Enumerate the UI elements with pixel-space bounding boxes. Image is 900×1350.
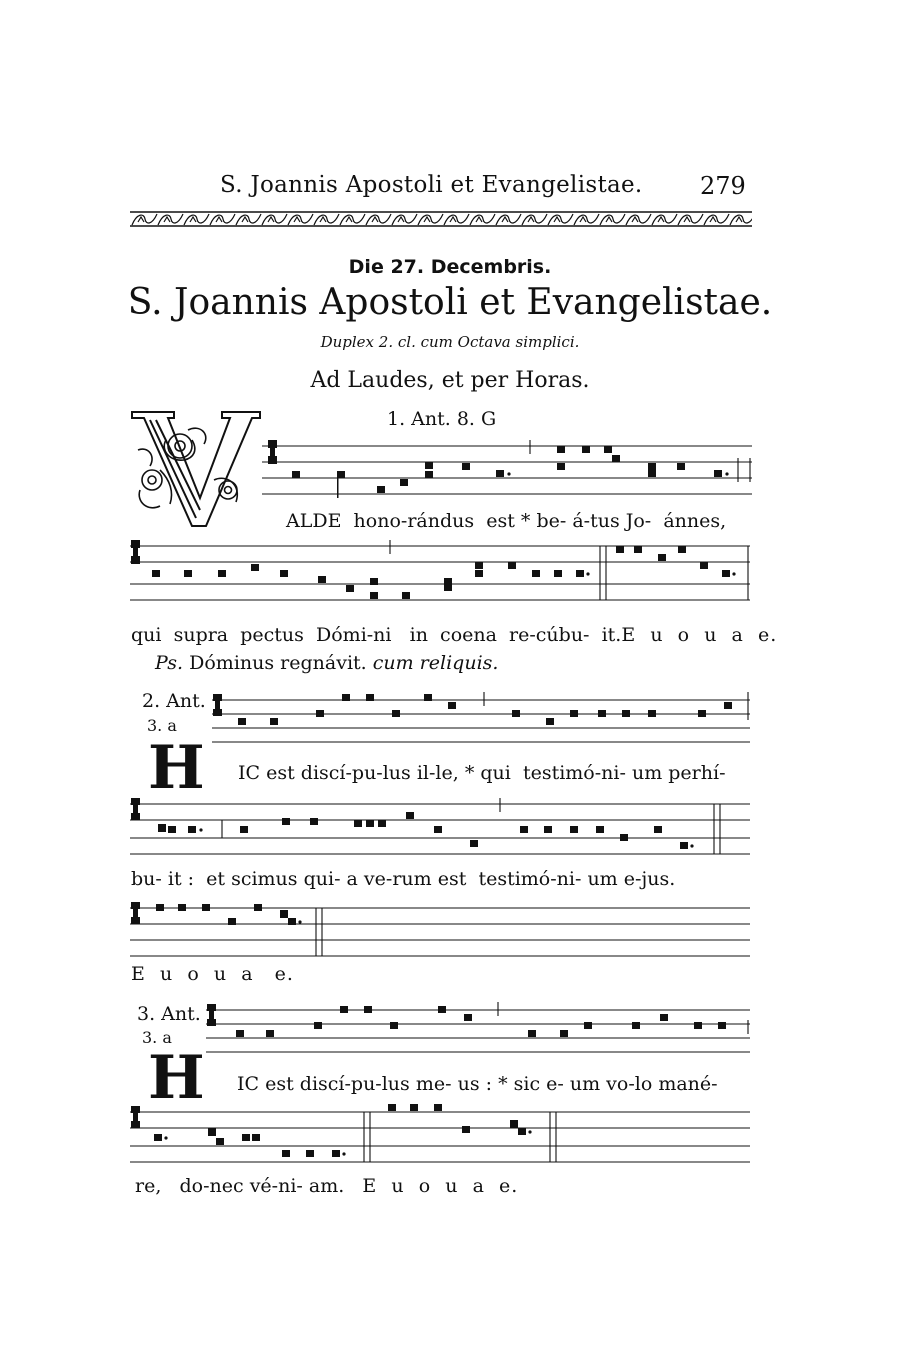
syllable: u bbox=[391, 1175, 405, 1197]
psalm-label: Ps. bbox=[155, 652, 184, 674]
syllable: in bbox=[409, 624, 428, 646]
feast-date: Die 27. Decembris. bbox=[348, 256, 552, 278]
antiphon-2-lyric-line-2 bbox=[131, 868, 675, 890]
syllable: scimus bbox=[231, 868, 298, 890]
syllable: me- bbox=[415, 1073, 452, 1095]
antiphon-1-lyric-line-1 bbox=[286, 510, 726, 532]
syllable: e. bbox=[757, 624, 778, 646]
syllable: pectus bbox=[240, 624, 304, 646]
syllable: E bbox=[131, 963, 146, 985]
syllable: * bbox=[464, 762, 475, 784]
syllable: ALDE bbox=[286, 510, 342, 532]
syllable: u bbox=[650, 624, 664, 646]
antiphon-3-initial: H bbox=[148, 1043, 205, 1113]
syllable: ánnes, bbox=[663, 510, 727, 532]
syllable: Dómi-ni bbox=[316, 624, 392, 646]
syllable: est bbox=[486, 510, 515, 532]
ornamental-border bbox=[130, 210, 752, 228]
syllable: hono-rándus bbox=[353, 510, 475, 532]
syllable: e- bbox=[546, 1073, 564, 1095]
psalm-rest: cum reliquis. bbox=[372, 652, 499, 674]
syllable: est bbox=[265, 1073, 294, 1095]
syllable: it : bbox=[167, 868, 195, 890]
antiphon-2-mode: 3. a bbox=[147, 716, 177, 735]
syllable: am. bbox=[308, 1175, 345, 1197]
syllable: o bbox=[187, 963, 200, 985]
syllable: testimó-ni- bbox=[522, 762, 626, 784]
staff-antiphon-1-line-1 bbox=[262, 436, 754, 500]
staff-antiphon-3-line-2 bbox=[130, 1104, 752, 1168]
syllable: e-jus. bbox=[623, 868, 676, 890]
syllable: IC bbox=[238, 762, 261, 784]
psalm-text: Dóminus regnávit. bbox=[189, 652, 367, 674]
syllable: testimó-ni- bbox=[478, 868, 582, 890]
syllable: qui- bbox=[303, 868, 341, 890]
syllable: il-le, bbox=[416, 762, 459, 784]
syllable: bu- bbox=[131, 868, 162, 890]
syllable: perhí- bbox=[668, 762, 726, 784]
syllable: qui bbox=[480, 762, 511, 784]
syllable: a bbox=[241, 963, 254, 985]
syllable: Jo- bbox=[625, 510, 652, 532]
page-number: 279 bbox=[700, 172, 746, 200]
staff-antiphon-2-line-2 bbox=[130, 796, 752, 862]
syllable: re-cúbu- bbox=[509, 624, 590, 646]
syllable: vo-lo bbox=[606, 1073, 653, 1095]
syllable: u bbox=[213, 963, 228, 985]
antiphon-1-label: 1. Ant. 8. G bbox=[387, 408, 497, 430]
syllable: E bbox=[621, 624, 637, 646]
syllable: a bbox=[731, 624, 744, 646]
syllable: um bbox=[631, 762, 663, 784]
syllable: ve-rum bbox=[363, 868, 432, 890]
antiphon-3-label: 3. Ant. bbox=[137, 1003, 201, 1025]
feast-title: S. Joannis Apostoli et Evangelistae. bbox=[127, 282, 773, 323]
syllable: be- bbox=[536, 510, 567, 532]
syllable: discí-pu-lus bbox=[300, 762, 411, 784]
antiphon-2-lyric-line-1 bbox=[238, 762, 726, 784]
syllable: us bbox=[457, 1073, 480, 1095]
syllable: * bbox=[498, 1073, 508, 1095]
syllable: et bbox=[206, 868, 226, 890]
antiphon-2-lyric-line-3 bbox=[131, 963, 294, 985]
syllable: u bbox=[704, 624, 718, 646]
psalm-incipit bbox=[155, 652, 498, 674]
syllable: E bbox=[362, 1175, 378, 1197]
antiphon-3-lyric-line-1 bbox=[237, 1073, 718, 1095]
syllable: um bbox=[587, 868, 618, 890]
antiphon-2-initial: H bbox=[148, 733, 205, 803]
syllable: a bbox=[472, 1175, 485, 1197]
syllable: e. bbox=[499, 1175, 519, 1197]
syllable: : bbox=[485, 1073, 493, 1095]
syllable: coena bbox=[440, 624, 497, 646]
syllable: u bbox=[159, 963, 174, 985]
syllable: do-nec bbox=[179, 1175, 244, 1197]
staff-antiphon-3-line-1 bbox=[206, 1002, 752, 1062]
syllable: * bbox=[520, 510, 531, 532]
syllable: vé-ni- bbox=[249, 1175, 303, 1197]
antiphon-2-label: 2. Ant. bbox=[142, 690, 206, 712]
syllable: supra bbox=[173, 624, 229, 646]
feast-rank: Duplex 2. cl. cum Octava simplici. bbox=[320, 333, 580, 351]
syllable: re, bbox=[135, 1175, 162, 1197]
running-title: S. Joannis Apostoli et Evangelistae. bbox=[220, 172, 643, 198]
syllable: IC bbox=[237, 1073, 260, 1095]
decorated-initial-v bbox=[130, 410, 262, 528]
antiphon-3-lyric-line-2 bbox=[135, 1175, 518, 1197]
antiphon-3-mode: 3. a bbox=[142, 1028, 172, 1047]
section-heading: Ad Laudes, et per Horas. bbox=[310, 368, 590, 393]
syllable: mané- bbox=[658, 1073, 718, 1095]
staff-antiphon-2-line-1 bbox=[212, 692, 752, 748]
syllable: á-tus bbox=[572, 510, 620, 532]
antiphon-1-lyric-line-2 bbox=[131, 624, 778, 646]
staff-antiphon-1-line-2 bbox=[130, 538, 752, 618]
syllable: discí-pu-lus bbox=[299, 1073, 410, 1095]
syllable: o bbox=[418, 1175, 432, 1197]
syllable: o bbox=[677, 624, 691, 646]
syllable: e. bbox=[274, 963, 294, 985]
syllable: it. bbox=[601, 624, 622, 646]
syllable: est bbox=[266, 762, 295, 784]
syllable: u bbox=[445, 1175, 459, 1197]
syllable: est bbox=[437, 868, 467, 890]
syllable: a bbox=[346, 868, 358, 890]
syllable: um bbox=[569, 1073, 601, 1095]
staff-antiphon-2-line-3 bbox=[130, 900, 752, 958]
syllable: sic bbox=[513, 1073, 541, 1095]
syllable: qui bbox=[131, 624, 162, 646]
